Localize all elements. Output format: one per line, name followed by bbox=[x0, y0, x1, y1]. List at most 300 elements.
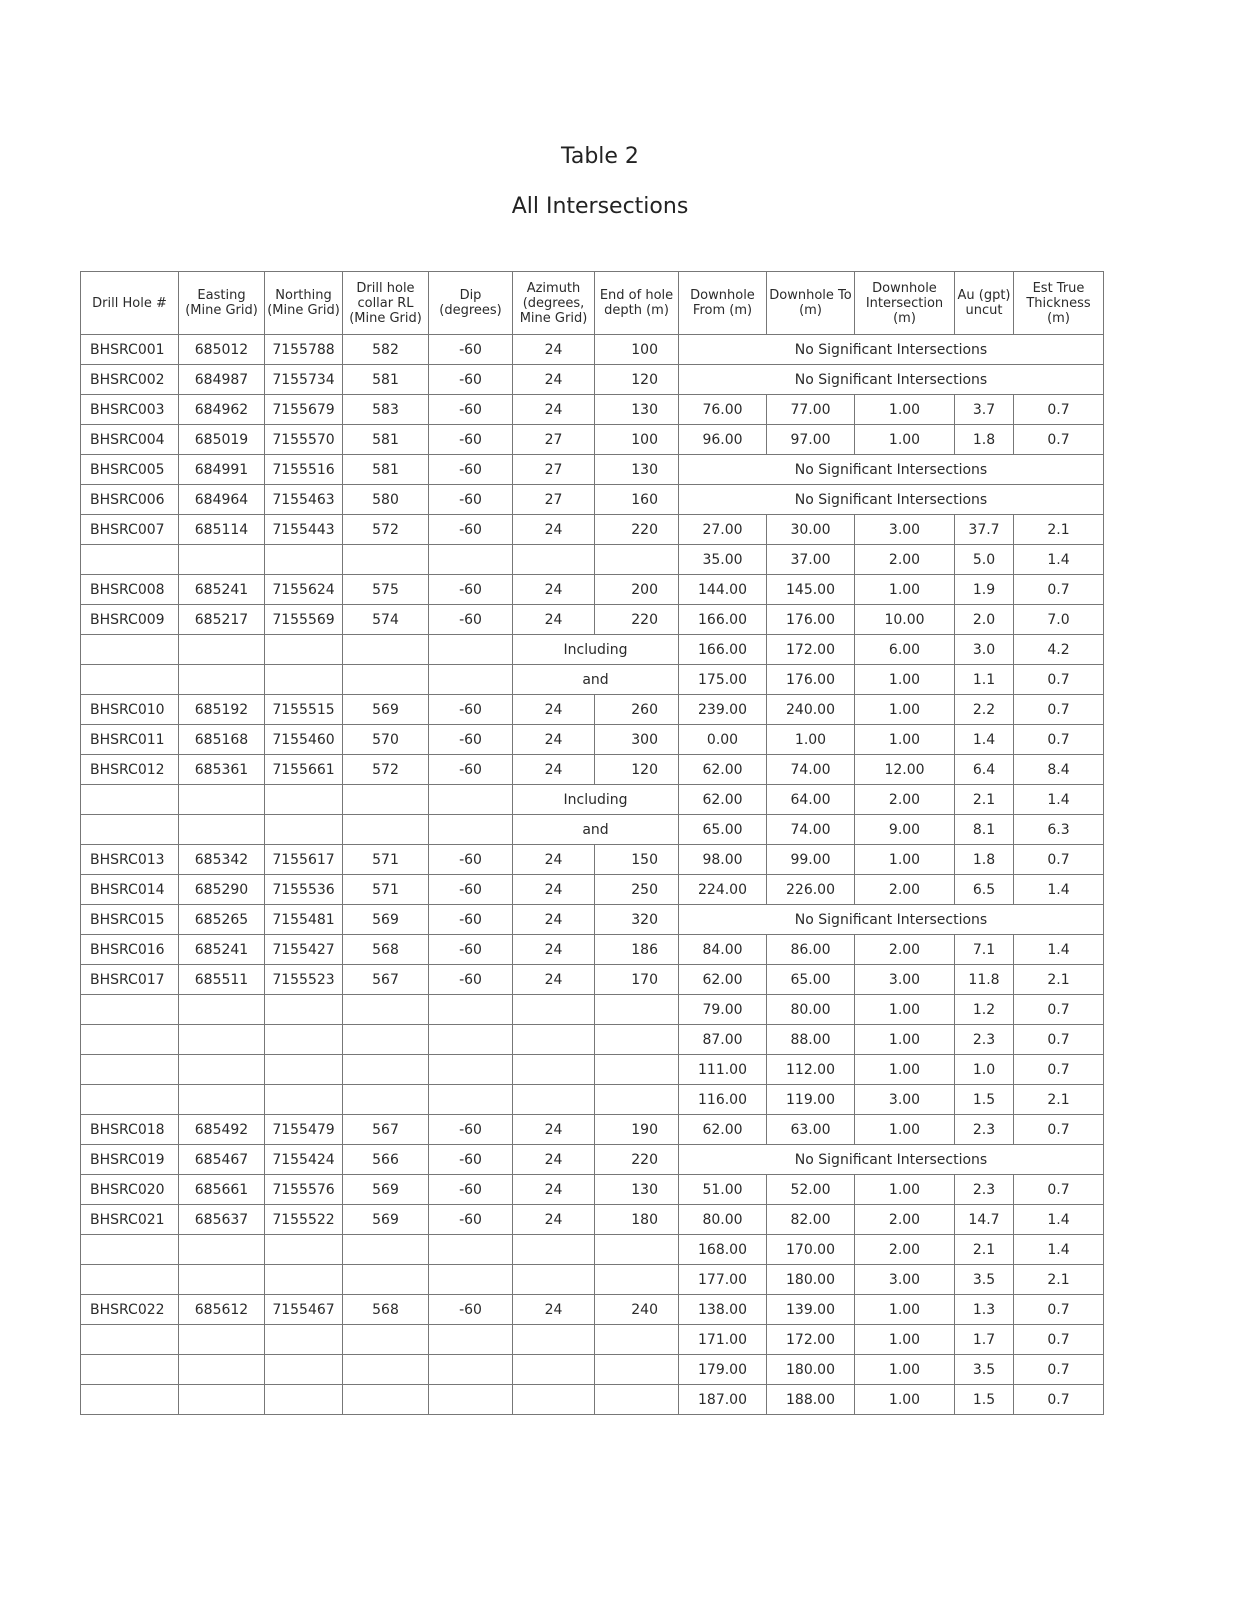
table-cell: -60 bbox=[429, 605, 513, 635]
table-row bbox=[81, 905, 1104, 935]
table-cell: 569 bbox=[343, 1175, 429, 1205]
table-cell: 567 bbox=[343, 1115, 429, 1145]
table-cell: 160 bbox=[595, 485, 679, 515]
table-cell bbox=[595, 1025, 679, 1055]
table-cell: 62.00 bbox=[679, 785, 767, 815]
table-cell: 1.00 bbox=[855, 1175, 955, 1205]
table-cell: 684987 bbox=[179, 365, 265, 395]
table-cell: 1.00 bbox=[855, 845, 955, 875]
table-cell: 1.7 bbox=[955, 1325, 1014, 1355]
table-cell: 27.00 bbox=[679, 515, 767, 545]
table-cell: BHSRC002 bbox=[81, 365, 179, 395]
table-cell: 24 bbox=[513, 335, 595, 365]
table-cell bbox=[343, 635, 429, 665]
table-cell: 200 bbox=[595, 575, 679, 605]
table-cell: 685012 bbox=[179, 335, 265, 365]
table-cell: 180.00 bbox=[767, 1265, 855, 1295]
table-cell bbox=[343, 785, 429, 815]
table-row bbox=[81, 1145, 1104, 1175]
table-cell bbox=[429, 1385, 513, 1415]
table-cell: 6.3 bbox=[1014, 815, 1104, 845]
table-cell bbox=[343, 1055, 429, 1085]
table-cell bbox=[595, 1055, 679, 1085]
table-cell: 7155734 bbox=[265, 365, 343, 395]
table-cell: 0.7 bbox=[1014, 1055, 1104, 1085]
table-cell: 1.4 bbox=[1014, 545, 1104, 575]
table-cell: 27 bbox=[513, 455, 595, 485]
table-cell: 571 bbox=[343, 875, 429, 905]
table-cell bbox=[81, 635, 179, 665]
column-header: Dip (degrees) bbox=[429, 272, 513, 335]
table-cell: 24 bbox=[513, 395, 595, 425]
table-cell: 0.7 bbox=[1014, 695, 1104, 725]
table-cell: 24 bbox=[513, 575, 595, 605]
intersections-table bbox=[80, 271, 1104, 1415]
table-row bbox=[81, 1055, 1104, 1085]
table-row bbox=[81, 365, 1104, 395]
table-cell bbox=[429, 1325, 513, 1355]
table-cell: 171.00 bbox=[679, 1325, 767, 1355]
table-cell bbox=[265, 1355, 343, 1385]
table-cell: 130 bbox=[595, 455, 679, 485]
table-cell: -60 bbox=[429, 1205, 513, 1235]
table-cell: 1.00 bbox=[855, 695, 955, 725]
table-cell: 2.00 bbox=[855, 545, 955, 575]
table-cell: 180.00 bbox=[767, 1355, 855, 1385]
table-cell: 76.00 bbox=[679, 395, 767, 425]
table-cell: 7155624 bbox=[265, 575, 343, 605]
table-cell: 572 bbox=[343, 755, 429, 785]
table-cell: 685342 bbox=[179, 845, 265, 875]
table-cell: 6.5 bbox=[955, 875, 1014, 905]
table-cell: 581 bbox=[343, 425, 429, 455]
table-cell: BHSRC014 bbox=[81, 875, 179, 905]
table-cell: 24 bbox=[513, 1175, 595, 1205]
table-cell bbox=[513, 1235, 595, 1265]
column-header: Downhole To (m) bbox=[767, 272, 855, 335]
table-cell: 7.1 bbox=[955, 935, 1014, 965]
table-cell bbox=[265, 635, 343, 665]
table-cell: 7155424 bbox=[265, 1145, 343, 1175]
column-header: Downhole From (m) bbox=[679, 272, 767, 335]
table-cell: 63.00 bbox=[767, 1115, 855, 1145]
table-row bbox=[81, 785, 1104, 815]
table-row bbox=[81, 725, 1104, 755]
table-cell: 240.00 bbox=[767, 695, 855, 725]
table-cell: 2.0 bbox=[955, 605, 1014, 635]
table-cell: 2.3 bbox=[955, 1025, 1014, 1055]
table-cell: 685241 bbox=[179, 575, 265, 605]
table-cell: 3.7 bbox=[955, 395, 1014, 425]
table-cell bbox=[595, 1085, 679, 1115]
table-cell: -60 bbox=[429, 425, 513, 455]
table-cell bbox=[513, 1085, 595, 1115]
table-cell: 685612 bbox=[179, 1295, 265, 1325]
table-cell: 6.4 bbox=[955, 755, 1014, 785]
table-cell bbox=[429, 815, 513, 845]
table-cell: 139.00 bbox=[767, 1295, 855, 1325]
table-row bbox=[81, 1205, 1104, 1235]
table-cell: -60 bbox=[429, 755, 513, 785]
table-cell: Including bbox=[513, 635, 679, 665]
table-cell: 1.00 bbox=[855, 1325, 955, 1355]
table-cell: -60 bbox=[429, 875, 513, 905]
table-cell bbox=[265, 1265, 343, 1295]
table-cell: BHSRC009 bbox=[81, 605, 179, 635]
table-cell bbox=[81, 1385, 179, 1415]
table-cell: 7155788 bbox=[265, 335, 343, 365]
table-row bbox=[81, 545, 1104, 575]
table-cell: 239.00 bbox=[679, 695, 767, 725]
table-cell: 3.00 bbox=[855, 1265, 955, 1295]
table-cell: 172.00 bbox=[767, 635, 855, 665]
table-cell: 99.00 bbox=[767, 845, 855, 875]
table-cell: 187.00 bbox=[679, 1385, 767, 1415]
table-cell: 571 bbox=[343, 845, 429, 875]
table-cell: 166.00 bbox=[679, 635, 767, 665]
column-header: Azimuth (degrees, Mine Grid) bbox=[513, 272, 595, 335]
table-row bbox=[81, 425, 1104, 455]
table-cell: 1.00 bbox=[855, 395, 955, 425]
table-cell: 7155522 bbox=[265, 1205, 343, 1235]
table-cell: 190 bbox=[595, 1115, 679, 1145]
table-cell: BHSRC012 bbox=[81, 755, 179, 785]
table-cell: 569 bbox=[343, 695, 429, 725]
table-cell: 7155661 bbox=[265, 755, 343, 785]
table-cell: 144.00 bbox=[679, 575, 767, 605]
table-cell: 2.1 bbox=[1014, 965, 1104, 995]
table-cell: 7155617 bbox=[265, 845, 343, 875]
table-cell: 186 bbox=[595, 935, 679, 965]
table-cell: 570 bbox=[343, 725, 429, 755]
table-cell bbox=[81, 545, 179, 575]
table-cell bbox=[343, 1235, 429, 1265]
table-cell: 685265 bbox=[179, 905, 265, 935]
column-header: Drill hole collar RL (Mine Grid) bbox=[343, 272, 429, 335]
table-cell bbox=[513, 545, 595, 575]
table-cell: 7155463 bbox=[265, 485, 343, 515]
table-cell bbox=[429, 785, 513, 815]
table-cell: 1.00 bbox=[855, 1355, 955, 1385]
table-cell: 150 bbox=[595, 845, 679, 875]
table-cell bbox=[343, 1085, 429, 1115]
table-cell: -60 bbox=[429, 335, 513, 365]
table-cell: 569 bbox=[343, 905, 429, 935]
table-cell: BHSRC008 bbox=[81, 575, 179, 605]
table-cell: 1.4 bbox=[1014, 875, 1104, 905]
table-cell: BHSRC019 bbox=[81, 1145, 179, 1175]
table-cell: 0.7 bbox=[1014, 725, 1104, 755]
table-row bbox=[81, 1025, 1104, 1055]
table-cell: 1.00 bbox=[855, 575, 955, 605]
table-cell bbox=[595, 545, 679, 575]
table-cell: 24 bbox=[513, 515, 595, 545]
table-row bbox=[81, 575, 1104, 605]
table-cell: 2.3 bbox=[955, 1115, 1014, 1145]
table-cell: 10.00 bbox=[855, 605, 955, 635]
table-cell: 24 bbox=[513, 1115, 595, 1145]
table-cell: BHSRC015 bbox=[81, 905, 179, 935]
table-cell: BHSRC018 bbox=[81, 1115, 179, 1145]
table-cell: 3.00 bbox=[855, 1085, 955, 1115]
table-cell: 1.00 bbox=[855, 665, 955, 695]
table-cell: 24 bbox=[513, 875, 595, 905]
table-row bbox=[81, 935, 1104, 965]
table-cell bbox=[429, 995, 513, 1025]
table-cell: 1.4 bbox=[1014, 785, 1104, 815]
table-cell: 111.00 bbox=[679, 1055, 767, 1085]
table-cell: 684964 bbox=[179, 485, 265, 515]
table-cell: 575 bbox=[343, 575, 429, 605]
table-cell bbox=[81, 1355, 179, 1385]
table-cell: 112.00 bbox=[767, 1055, 855, 1085]
table-cell: 0.7 bbox=[1014, 1295, 1104, 1325]
table-cell: No Significant Intersections bbox=[679, 485, 1104, 515]
table-cell: 100 bbox=[595, 335, 679, 365]
table-cell: 116.00 bbox=[679, 1085, 767, 1115]
table-cell bbox=[429, 1055, 513, 1085]
table-cell: 24 bbox=[513, 1295, 595, 1325]
table-cell: 86.00 bbox=[767, 935, 855, 965]
table-cell: BHSRC011 bbox=[81, 725, 179, 755]
table-row bbox=[81, 755, 1104, 785]
table-cell bbox=[343, 665, 429, 695]
table-cell: 27 bbox=[513, 485, 595, 515]
table-row bbox=[81, 1115, 1104, 1145]
table-cell bbox=[265, 665, 343, 695]
table-cell: No Significant Intersections bbox=[679, 365, 1104, 395]
table-row bbox=[81, 815, 1104, 845]
table-cell bbox=[179, 635, 265, 665]
table-cell: BHSRC017 bbox=[81, 965, 179, 995]
table-cell: 2.00 bbox=[855, 1205, 955, 1235]
table-cell: 7155515 bbox=[265, 695, 343, 725]
table-cell bbox=[343, 1025, 429, 1055]
table-cell: 300 bbox=[595, 725, 679, 755]
table-cell: 12.00 bbox=[855, 755, 955, 785]
table-cell: 100 bbox=[595, 425, 679, 455]
table-cell: 1.2 bbox=[955, 995, 1014, 1025]
table-cell: BHSRC003 bbox=[81, 395, 179, 425]
column-header: Downhole Intersection (m) bbox=[855, 272, 955, 335]
table-cell bbox=[595, 1355, 679, 1385]
table-cell bbox=[595, 1385, 679, 1415]
table-row bbox=[81, 1355, 1104, 1385]
table-cell bbox=[179, 1355, 265, 1385]
table-cell: 2.00 bbox=[855, 935, 955, 965]
table-row bbox=[81, 335, 1104, 365]
table-cell: No Significant Intersections bbox=[679, 335, 1104, 365]
table-cell: 2.00 bbox=[855, 785, 955, 815]
table-cell bbox=[265, 785, 343, 815]
table-cell bbox=[179, 1385, 265, 1415]
table-cell: 7155576 bbox=[265, 1175, 343, 1205]
table-cell: 145.00 bbox=[767, 575, 855, 605]
table-row bbox=[81, 455, 1104, 485]
table-cell: 0.7 bbox=[1014, 1175, 1104, 1205]
table-cell: 62.00 bbox=[679, 755, 767, 785]
table-cell: 52.00 bbox=[767, 1175, 855, 1205]
table-cell: BHSRC001 bbox=[81, 335, 179, 365]
table-cell: 65.00 bbox=[767, 965, 855, 995]
table-cell bbox=[81, 1265, 179, 1295]
table-cell: 1.00 bbox=[855, 995, 955, 1025]
table-cell: 7155523 bbox=[265, 965, 343, 995]
table-row bbox=[81, 695, 1104, 725]
table-cell: 1.8 bbox=[955, 845, 1014, 875]
table-cell: 84.00 bbox=[679, 935, 767, 965]
table-cell bbox=[81, 1055, 179, 1085]
table-cell: 685217 bbox=[179, 605, 265, 635]
table-cell bbox=[179, 1235, 265, 1265]
table-cell: 24 bbox=[513, 605, 595, 635]
table-cell: 1.00 bbox=[855, 425, 955, 455]
table-cell: 0.7 bbox=[1014, 995, 1104, 1025]
table-cell: 62.00 bbox=[679, 1115, 767, 1145]
table-cell: 684991 bbox=[179, 455, 265, 485]
table-cell: 24 bbox=[513, 965, 595, 995]
table-cell bbox=[343, 815, 429, 845]
table-cell bbox=[179, 995, 265, 1025]
table-cell bbox=[429, 665, 513, 695]
table-cell: 0.7 bbox=[1014, 1115, 1104, 1145]
table-cell: 82.00 bbox=[767, 1205, 855, 1235]
table-cell bbox=[429, 635, 513, 665]
table-cell: -60 bbox=[429, 515, 513, 545]
table-cell: 170 bbox=[595, 965, 679, 995]
table-cell bbox=[265, 1235, 343, 1265]
table-cell: 569 bbox=[343, 1205, 429, 1235]
column-header: Drill Hole # bbox=[81, 272, 179, 335]
table-cell bbox=[343, 995, 429, 1025]
table-cell: 8.4 bbox=[1014, 755, 1104, 785]
table-cell: BHSRC020 bbox=[81, 1175, 179, 1205]
table-row bbox=[81, 1235, 1104, 1265]
table-row bbox=[81, 875, 1104, 905]
table-cell: BHSRC006 bbox=[81, 485, 179, 515]
table-cell: 7155460 bbox=[265, 725, 343, 755]
table-cell: 568 bbox=[343, 1295, 429, 1325]
table-cell bbox=[595, 1235, 679, 1265]
table-cell: 3.5 bbox=[955, 1355, 1014, 1385]
table-cell: 685467 bbox=[179, 1145, 265, 1175]
table-cell: 120 bbox=[595, 365, 679, 395]
table-cell bbox=[179, 1265, 265, 1295]
table-cell: 24 bbox=[513, 365, 595, 395]
table-cell: 1.00 bbox=[855, 1025, 955, 1055]
table-cell: 24 bbox=[513, 1145, 595, 1175]
table-cell: 9.00 bbox=[855, 815, 955, 845]
table-cell: 170.00 bbox=[767, 1235, 855, 1265]
table-cell bbox=[81, 995, 179, 1025]
table-cell: 1.00 bbox=[767, 725, 855, 755]
table-cell: 0.7 bbox=[1014, 845, 1104, 875]
table-cell: 1.1 bbox=[955, 665, 1014, 695]
table-cell: 240 bbox=[595, 1295, 679, 1325]
table-cell: 27 bbox=[513, 425, 595, 455]
table-row bbox=[81, 1385, 1104, 1415]
table-cell bbox=[429, 1235, 513, 1265]
table-cell bbox=[343, 1265, 429, 1295]
table-cell: 0.7 bbox=[1014, 1325, 1104, 1355]
table-cell: 684962 bbox=[179, 395, 265, 425]
table-cell: 685192 bbox=[179, 695, 265, 725]
table-cell: 1.9 bbox=[955, 575, 1014, 605]
table-cell: 24 bbox=[513, 935, 595, 965]
table-cell: 7155427 bbox=[265, 935, 343, 965]
table-cell: 0.7 bbox=[1014, 1355, 1104, 1385]
table-cell: 24 bbox=[513, 1205, 595, 1235]
table-cell: 7155570 bbox=[265, 425, 343, 455]
column-header: Northing (Mine Grid) bbox=[265, 272, 343, 335]
table-cell: BHSRC021 bbox=[81, 1205, 179, 1235]
table-cell: 2.2 bbox=[955, 695, 1014, 725]
table-title: All Intersections bbox=[511, 194, 689, 219]
table-cell bbox=[595, 1265, 679, 1295]
table-cell bbox=[179, 1025, 265, 1055]
table-cell: 250 bbox=[595, 875, 679, 905]
table-cell: 1.00 bbox=[855, 725, 955, 755]
table-cell bbox=[265, 545, 343, 575]
table-cell: 567 bbox=[343, 965, 429, 995]
table-cell bbox=[429, 545, 513, 575]
table-cell: 581 bbox=[343, 455, 429, 485]
table-cell: 583 bbox=[343, 395, 429, 425]
table-cell: 0.7 bbox=[1014, 575, 1104, 605]
table-cell: -60 bbox=[429, 575, 513, 605]
table-cell: Including bbox=[513, 785, 679, 815]
table-cell: 3.00 bbox=[855, 965, 955, 995]
table-cell: 74.00 bbox=[767, 815, 855, 845]
table-cell: 260 bbox=[595, 695, 679, 725]
table-cell: -60 bbox=[429, 965, 513, 995]
table-cell bbox=[179, 545, 265, 575]
table-row bbox=[81, 995, 1104, 1025]
table-cell: 24 bbox=[513, 725, 595, 755]
table-cell: 119.00 bbox=[767, 1085, 855, 1115]
table-cell: 80.00 bbox=[767, 995, 855, 1025]
table-cell bbox=[81, 665, 179, 695]
table-cell: 685661 bbox=[179, 1175, 265, 1205]
table-cell: 130 bbox=[595, 1175, 679, 1205]
table-cell: 3.00 bbox=[855, 515, 955, 545]
table-cell: -60 bbox=[429, 935, 513, 965]
table-cell bbox=[179, 1055, 265, 1085]
table-cell: 74.00 bbox=[767, 755, 855, 785]
table-cell: 2.00 bbox=[855, 1235, 955, 1265]
table-cell: 226.00 bbox=[767, 875, 855, 905]
table-cell: 37.00 bbox=[767, 545, 855, 575]
table-cell: 1.8 bbox=[955, 425, 1014, 455]
table-cell: 64.00 bbox=[767, 785, 855, 815]
table-cell: 179.00 bbox=[679, 1355, 767, 1385]
table-cell: 7155569 bbox=[265, 605, 343, 635]
table-cell bbox=[265, 1085, 343, 1115]
table-cell: 188.00 bbox=[767, 1385, 855, 1415]
table-cell: 24 bbox=[513, 905, 595, 935]
table-cell: 1.00 bbox=[855, 1385, 955, 1415]
table-cell: 581 bbox=[343, 365, 429, 395]
table-cell: 35.00 bbox=[679, 545, 767, 575]
table-cell: 175.00 bbox=[679, 665, 767, 695]
table-cell bbox=[513, 1055, 595, 1085]
table-cell: -60 bbox=[429, 905, 513, 935]
table-cell: BHSRC016 bbox=[81, 935, 179, 965]
table-cell: -60 bbox=[429, 695, 513, 725]
table-cell: -60 bbox=[429, 1115, 513, 1145]
table-cell: 98.00 bbox=[679, 845, 767, 875]
table-cell bbox=[513, 1385, 595, 1415]
